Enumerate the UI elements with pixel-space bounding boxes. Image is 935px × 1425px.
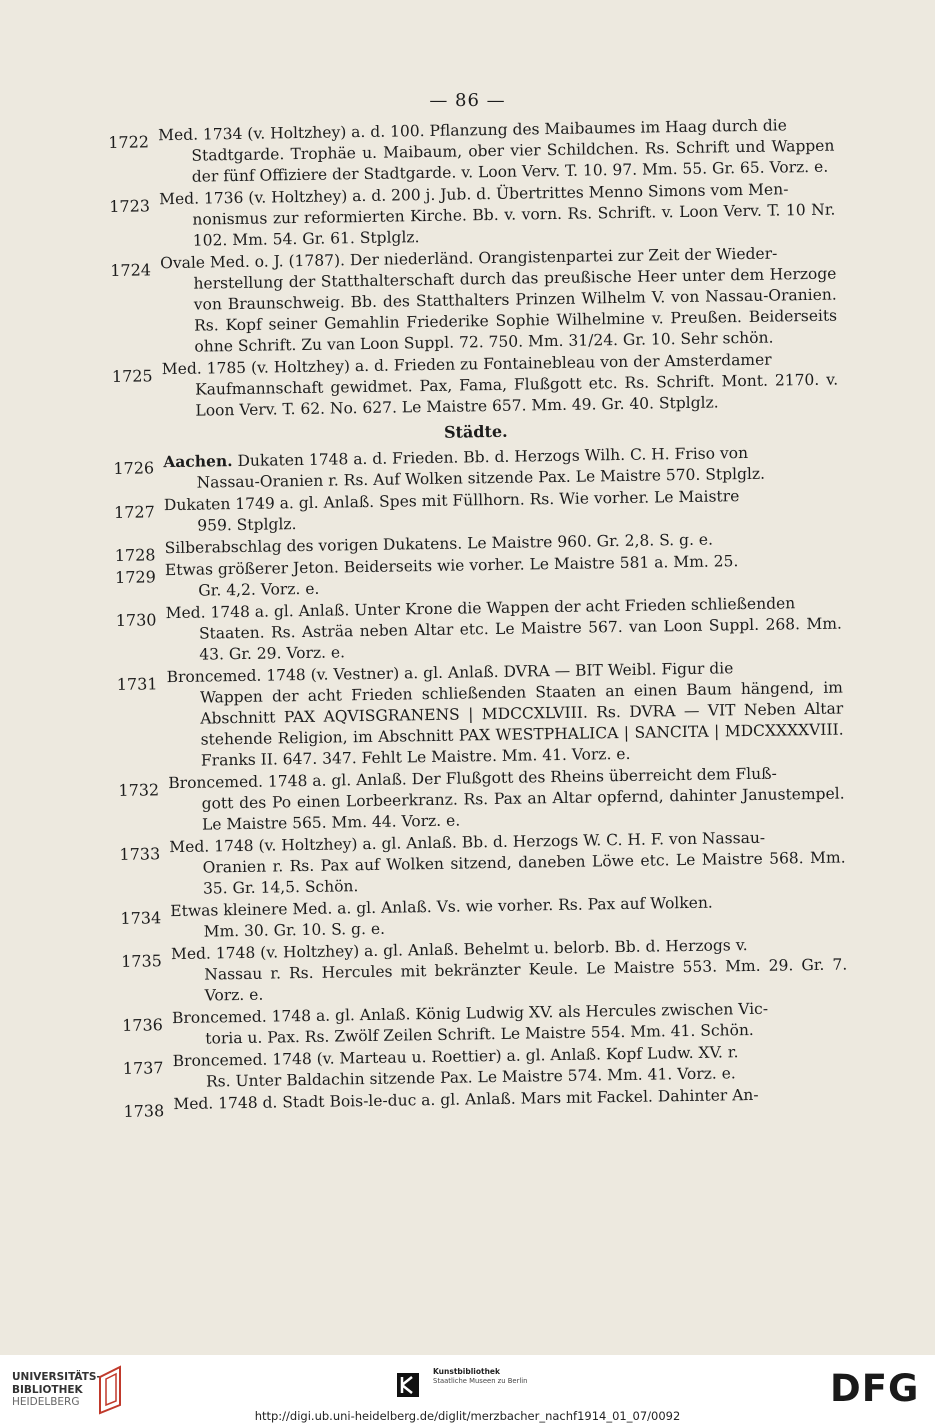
entry-continuation: Gr. 4,2. Vorz. e.: [198, 579, 320, 600]
entry-first-text: Broncemed. 1748 (v. Marteau u. Roettier) a. gl. Anlaß. Kopf Ludw. XV. r.: [172, 1043, 739, 1071]
entry-continuation: Kaufmannschaft gewidmet. Pax, Fama, Flußgott etc. Rs. Schrift. Mont. 2170. v. Loon Verv. T. 62. No. 627. Le Maistre 657. Mm. 49. Gr. 40. Stplglz.: [195, 370, 839, 420]
entry-number: 1727: [113, 502, 155, 522]
entry-continuation: Stadtgarde. Trophäe u. Maibaum, ober vier Schildchen. Rs. Schrift und Wappen der fünf Offiziere der Stadtgarde. v. Loon Verv. T. 10. 97. Mm. 55. Gr. 65. Vorz. e.: [191, 136, 835, 186]
ub-logo-line2: BIBLIOTHEK: [12, 1383, 83, 1396]
catalog-content: [108, 115, 849, 1121]
entry-continuation: Rs. Unter Baldachin sitzende Pax. Le Maistre 574. Mm. 41. Vorz. e.: [205, 1064, 736, 1091]
entry-first-text: Med. 1748 (v. Holtzhey) a. gl. Anlaß. Bb. d. Herzogs W. C. H. F. von Nassau-: [169, 828, 766, 857]
source-url[interactable]: http://digi.ub.uni-heidelberg.de/diglit/merzbacher_nachf1914_01_07/0092: [254, 1409, 681, 1423]
entry-number: 1738: [123, 1101, 165, 1121]
entry-number: 1728: [114, 545, 156, 565]
entry-number: 1729: [114, 567, 156, 587]
entry-number: 1732: [118, 780, 160, 800]
entry-first-text: Med. 1748 d. Stadt Bois-le-duc a. gl. Anlaß. Mars mit Fackel. Dahinter An-: [173, 1085, 759, 1114]
catalog-entry: [121, 933, 848, 1007]
entry-first-text: Dukaten 1749 a. gl. Anlaß. Spes mit Füllhorn. Rs. Wie vorher. Le Maistre: [163, 487, 740, 515]
kunstbibliothek-text: [433, 1367, 573, 1386]
entry-number: 1736: [121, 1015, 163, 1035]
entry-number: 1723: [109, 196, 151, 216]
entry-text: [166, 593, 843, 667]
entry-first-text: Ovale Med. o. J. (1787). Der niederländ. Orangistenpartei zur Zeit der Wieder-: [160, 244, 778, 273]
catalog-entry: [110, 243, 838, 359]
entry-first-text: Broncemed. 1748 (v. Vestner) a. gl. Anlaß. DVRA — BIT Weibl. Figur die: [166, 659, 734, 687]
entry-continuation: Wappen der acht Frieden schließenden Staaten an einen Baum hängend, im Abschnitt PAX AQVISGRANENS | MDCCXLVIII. Rs. DVRA — VIT Neben Altar stehende Religion, im Abschnitt PAX WESTPHALICA | SANCITA | MDCXXXXVIII. Franks II. 647. 347. Fehlt Le Maistre. Mm. 41. Vorz. e.: [199, 678, 844, 770]
city-name: Aachen.: [163, 451, 233, 472]
entry-first-text: Etwas kleinere Med. a. gl. Anlaß. Vs. wie vorher. Rs. Pax auf Wolken.: [170, 893, 713, 921]
entry-number: 1725: [111, 366, 153, 386]
entry-first-text: Med. 1736 (v. Holtzhey) a. d. 200 j. Jub. d. Übertrittes Menno Simons vom Men-: [159, 180, 789, 209]
entry-continuation: Nassau-Oranien r. Rs. Auf Wolken sitzende Pax. Le Maistre 570. Stplglz.: [196, 464, 766, 492]
entry-number: 1734: [120, 908, 162, 928]
entry-text: [159, 179, 836, 253]
entry-first-text: Med. 1748 a. gl. Anlaß. Unter Krone die Wappen der acht Frieden schließenden: [165, 594, 796, 623]
entry-text: [171, 933, 848, 1007]
entry-number: 1733: [119, 844, 161, 864]
entry-continuation: Staaten. Rs. Asträa neben Altar etc. Le Maistre 567. van Loon Suppl. 268. Mm. 43. Gr. 29. Vorz. e.: [198, 614, 843, 664]
entry-first-text: Dukaten 1748 a. d. Frieden. Bb. d. Herzogs Wilh. C. H. Friso von: [237, 443, 749, 471]
catalog-entry: [109, 179, 836, 253]
dfg-logo[interactable]: DFG: [830, 1367, 920, 1410]
catalog-entry: [112, 349, 839, 423]
entry-continuation: 959. Stplglz.: [197, 515, 297, 535]
entry-first-text: Broncemed. 1748 a. gl. Anlaß. König Ludwig XV. als Hercules zwischen Vic-: [171, 999, 769, 1028]
section-heading: Städte.: [443, 421, 508, 442]
entry-continuation: toria u. Pax. Rs. Zwölf Zeilen Schrift. Le Maistre 554. Mm. 41. Schön.: [205, 1020, 754, 1048]
catalog-entry: [117, 657, 845, 773]
entry-continuation: gott des Po einen Lorbeerkranz. Rs. Pax an Altar opfernd, dahinter Janustempel. Le Maistre 565. Mm. 44. Vorz. e.: [201, 784, 845, 834]
entry-text: [158, 115, 835, 189]
entry-text: [169, 827, 846, 901]
catalog-entry: [116, 593, 843, 667]
kunstbibliothek-icon: [397, 1373, 419, 1397]
entry-text: [168, 763, 845, 837]
catalog-entry: [108, 115, 835, 189]
ub-logo-line3: HEIDELBERG: [12, 1396, 80, 1408]
kb-subtitle: Staatliche Museen zu Berlin: [433, 1377, 528, 1385]
entry-first-text: Silberabschlag des vorigen Dukatens. Le Maistre 960. Gr. 2,8. S. g. e.: [164, 530, 714, 558]
kb-title: Kunstbibliothek: [433, 1367, 501, 1376]
page-number: — 86 —: [429, 90, 506, 111]
entry-number: 1730: [115, 610, 157, 630]
entry-text: [162, 349, 839, 423]
entry-text: [160, 243, 838, 359]
entry-continuation: Oranien r. Rs. Pax auf Wolken sitzend, daneben Löwe etc. Le Maistre 568. Mm. 35. Gr. 14,5. Schön.: [202, 848, 846, 898]
entry-first-text: Med. 1748 (v. Holtzhey) a. gl. Anlaß. Behelmt u. belorb. Bb. d. Herzogs v.: [170, 936, 748, 964]
entry-first-text: Etwas größerer Jeton. Beiderseits wie vorher. Le Maistre 581 a. Mm. 25.: [164, 552, 739, 580]
entry-first-text: Broncemed. 1748 a. gl. Anlaß. Der Flußgott des Rheins überreicht dem Fluß-: [168, 764, 777, 793]
entry-number: 1737: [122, 1058, 164, 1078]
entry-continuation: herstellung der Statthalterschaft durch das preußische Heer unter dem Herzoge von Braunschweig. Bb. des Statthalters Prinzen Wilhelm V. von Nassau-Oranien. Rs. Kopf seiner Gemahlin Friederike Sophie Wilhelmine v. Preußen. Beiderseits ohne Schrift. Zu van Loon Suppl. 72. 750. Mm. 31/24. Gr. 10. Sehr schön.: [193, 264, 838, 356]
entry-number: 1722: [108, 132, 150, 152]
entry-continuation: nonismus zur reformierten Kirche. Bb. v. vorn. Rs. Schrift. v. Loon Verv. T. 10 Nr. 102. Mm. 54. Gr. 61. Stplglz.: [192, 200, 836, 250]
entry-number: 1726: [113, 458, 155, 478]
entry-first-text: Med. 1785 (v. Holtzhey) a. d. Frieden zu Fontainebleau von der Amsterdamer: [161, 350, 772, 379]
entry-number: 1724: [110, 260, 152, 280]
city-entries-list: [113, 441, 849, 1121]
entry-number: 1731: [116, 674, 158, 694]
ub-heidelberg-logo[interactable]: [12, 1371, 101, 1409]
entry-number: 1735: [120, 951, 162, 971]
footer-bar: [0, 1355, 935, 1425]
catalog-entry: [118, 763, 845, 837]
entry-first-text: Med. 1734 (v. Holtzhey) a. d. 100. Pflanzung des Maibaumes im Haag durch die: [158, 116, 787, 145]
entry-continuation: Mm. 30. Gr. 10. S. g. e.: [203, 919, 386, 941]
entries-list: [108, 115, 839, 423]
entry-text: [167, 657, 845, 773]
entry-continuation: Nassau r. Rs. Hercules mit bekränzter Keule. Le Maistre 553. Mm. 29. Gr. 7. Vorz. e.: [204, 955, 848, 1005]
ub-logo-line1: UNIVERSITÄTS-: [12, 1371, 101, 1383]
ub-logo-mark-icon: [92, 1365, 132, 1415]
catalog-entry: [119, 827, 846, 901]
